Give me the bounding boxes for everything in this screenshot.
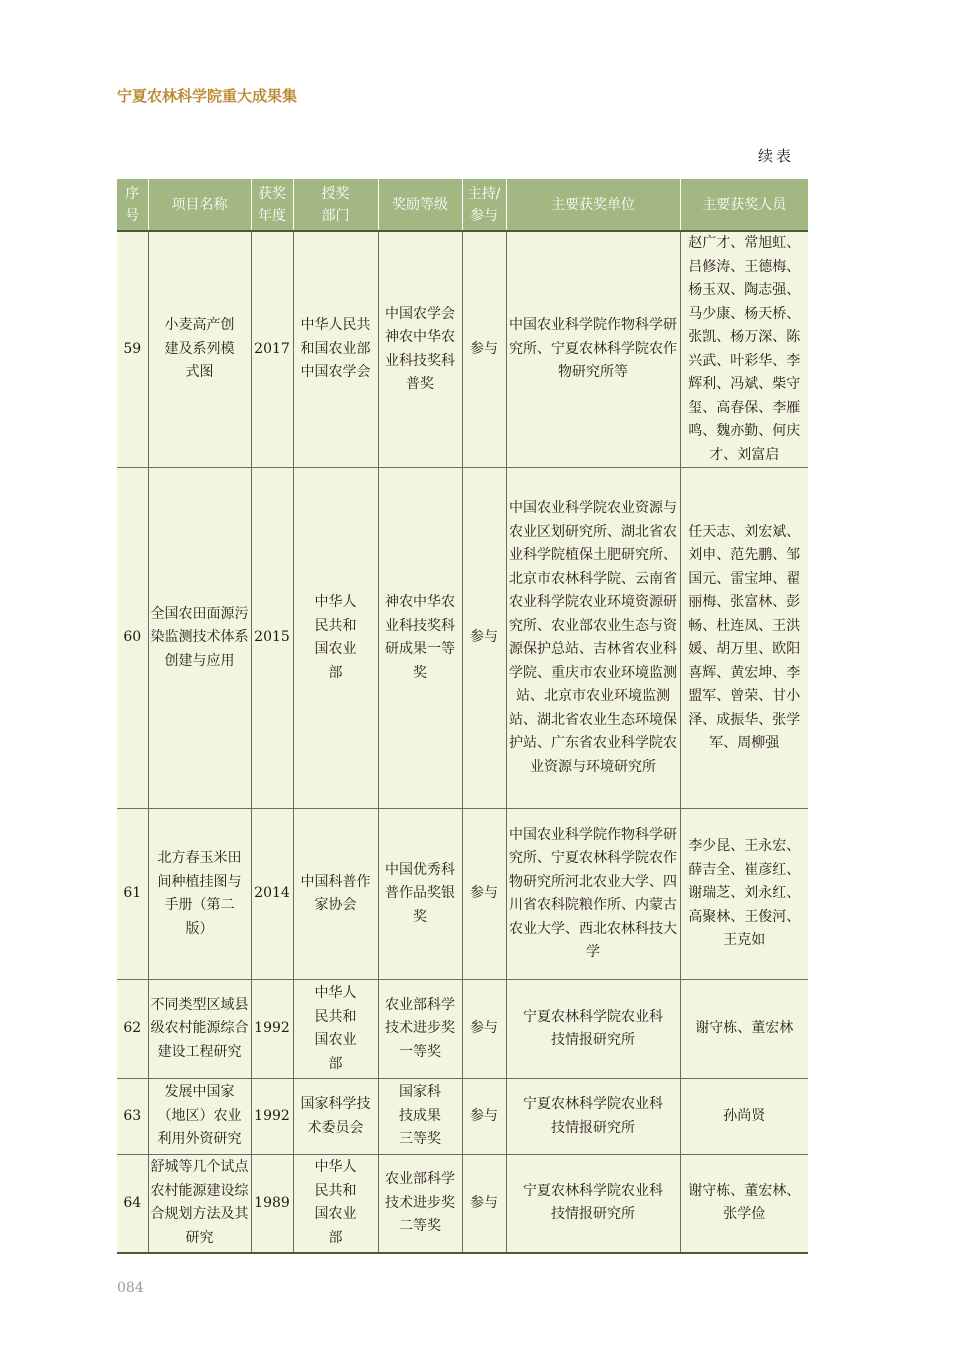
cell-level: 神农中华农业科技奖科研成果一等奖 (378, 468, 462, 809)
cell-units: 宁夏农林科学院农业科技情报研究所 (506, 1155, 680, 1253)
cell-no: 64 (117, 1155, 148, 1253)
cell-units: 宁夏农林科学院农业科技情报研究所 (506, 980, 680, 1079)
cell-project: 不同类型区域县级农村能源综合建设工程研究 (148, 980, 251, 1079)
awards-table (117, 179, 808, 1254)
continued-label: 续表 (758, 147, 795, 165)
cell-project: 小麦高产创建及系列模式图 (148, 231, 251, 468)
book-title: 宁夏农林科学院重大成果集 (117, 87, 298, 105)
cell-dept: 国家科学技术委员会 (293, 1079, 378, 1155)
cell-level: 中国农学会神农中华农业科技奖科普奖 (378, 231, 462, 468)
cell-year: 2017 (251, 231, 293, 468)
col-header-role: 主持/ 参与 (462, 179, 506, 231)
cell-role: 参与 (462, 1079, 506, 1155)
cell-units: 中国农业科学院农业资源与农业区划研究所、湖北省农业科学院植保土肥研究所、北京市农林科学院、云南省农业科学院农业环境资源研究所、农业部农业生态与资源保护总站、吉林省农业科学院、重庆市农业环境监测站、北京市农业环境监测站、湖北省农业生态环境保护站、广东省农业科学院农业资源与环境研究所 (506, 468, 680, 809)
cell-dept: 中华人民共和国农业部中国农学会 (293, 231, 378, 468)
cell-dept: 中国科普作家协会 (293, 809, 378, 980)
cell-level: 中国优秀科普作品奖银奖 (378, 809, 462, 980)
table-header-row (117, 179, 808, 231)
cell-role: 参与 (462, 980, 506, 1079)
cell-people: 李少昆、王永宏、薛吉全、崔彦红、谢瑞芝、刘永红、高聚林、王俊河、王克如 (680, 809, 808, 980)
cell-project: 北方春玉米田间种植挂图与手册（第二版） (148, 809, 251, 980)
cell-project: 舒城等几个试点农村能源建设综合规划方法及其研究 (148, 1155, 251, 1253)
cell-role: 参与 (462, 231, 506, 468)
cell-project: 发展中国家（地区）农业利用外资研究 (148, 1079, 251, 1155)
cell-no: 62 (117, 980, 148, 1079)
cell-no: 59 (117, 231, 148, 468)
cell-year: 1992 (251, 1079, 293, 1155)
cell-role: 参与 (462, 468, 506, 809)
cell-year: 1989 (251, 1155, 293, 1253)
col-header-people: 主要获奖人员 (680, 179, 808, 231)
col-header-year: 获奖 年度 (251, 179, 293, 231)
col-header-units: 主要获奖单位 (506, 179, 680, 231)
page-number: 084 (117, 1280, 144, 1296)
cell-dept: 中华人民共和国农业部 (293, 980, 378, 1079)
cell-no: 60 (117, 468, 148, 809)
cell-people: 孙尚贤 (680, 1079, 808, 1155)
cell-year: 2014 (251, 809, 293, 980)
cell-year: 2015 (251, 468, 293, 809)
cell-people: 任天志、刘宏斌、刘申、范先鹏、邹国元、雷宝坤、翟丽梅、张富林、彭畅、杜连凤、王洪媛、胡万里、欧阳喜辉、黄宏坤、李盟军、曾荣、甘小泽、成振华、张学军、周柳强 (680, 468, 808, 809)
cell-level: 农业部科学技术进步奖二等奖 (378, 1155, 462, 1253)
table-row (117, 1155, 808, 1253)
cell-level: 农业部科学技术进步奖一等奖 (378, 980, 462, 1079)
cell-people: 谢守栋、董宏林、张学俭 (680, 1155, 808, 1253)
cell-no: 61 (117, 809, 148, 980)
cell-people: 谢守栋、董宏林 (680, 980, 808, 1079)
cell-role: 参与 (462, 1155, 506, 1253)
cell-project: 全国农田面源污染监测技术体系创建与应用 (148, 468, 251, 809)
cell-people: 赵广才、常旭虹、吕修涛、王德梅、杨玉双、陶志强、马少康、杨天桥、张凯、杨万深、陈兴武、叶彩华、李辉利、冯斌、柴守玺、高春保、李雁鸣、魏亦勤、何庆才、刘富启 (680, 231, 808, 468)
cell-dept: 中华人民共和国农业部 (293, 468, 378, 809)
table-row (117, 980, 808, 1079)
table-row (117, 1079, 808, 1155)
cell-units: 中国农业科学院作物科学研究所、宁夏农林科学院农作物研究所河北农业大学、四川省农科院粮作所、内蒙古农业大学、西北农林科技大学 (506, 809, 680, 980)
cell-level: 国家科技成果三等奖 (378, 1079, 462, 1155)
col-header-project: 项目名称 (148, 179, 251, 231)
cell-role: 参与 (462, 809, 506, 980)
table-row (117, 231, 808, 468)
cell-units: 中国农业科学院作物科学研究所、宁夏农林科学院农作物研究所等 (506, 231, 680, 468)
cell-no: 63 (117, 1079, 148, 1155)
table-row (117, 468, 808, 809)
col-header-dept: 授奖 部门 (293, 179, 378, 231)
col-header-no: 序 号 (117, 179, 148, 231)
col-header-level: 奖励等级 (378, 179, 462, 231)
table-row (117, 809, 808, 980)
cell-year: 1992 (251, 980, 293, 1079)
cell-units: 宁夏农林科学院农业科技情报研究所 (506, 1079, 680, 1155)
cell-dept: 中华人民共和国农业部 (293, 1155, 378, 1253)
